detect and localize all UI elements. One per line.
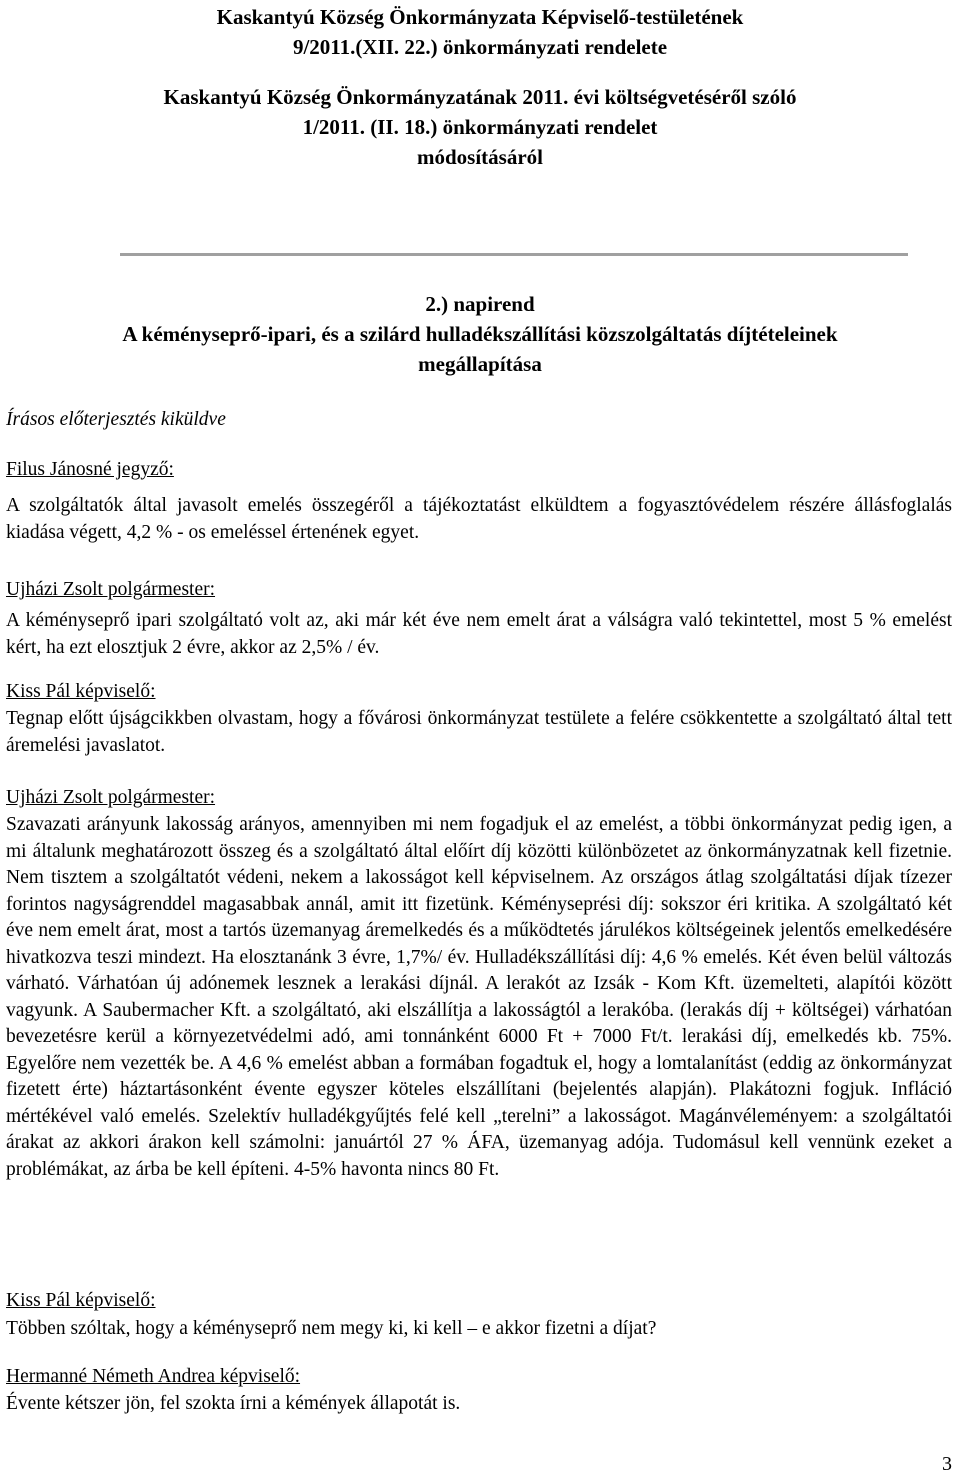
title-line-4: 1/2011. (II. 18.) önkormányzati rendelet bbox=[302, 115, 658, 139]
submission-note: Írásos előterjesztés kiküldve bbox=[6, 409, 226, 430]
statement-text: Többen szóltak, hogy a kéményseprő nem megy ki, ki kell – e akkor fizetni a díjat? bbox=[6, 1318, 657, 1339]
speaker-label: Ujházi Zsolt polgármester: bbox=[6, 787, 216, 808]
title-line-5: módosításáról bbox=[417, 145, 543, 169]
page-number: 3 bbox=[942, 1453, 952, 1475]
speaker-label: Ujházi Zsolt polgármester: bbox=[6, 579, 216, 600]
statement-text: Szavazati arányunk lakosság arányos, amennyiben mi nem fogadjuk el az emelést, a többi önkormányzat pedig igen, a mi általunk meghatározott összeg és a szolgáltató által előírt díj közötti különbözetet az önkormányzatnak kell fizetnie. Nem tisztem a szolgáltatót védeni, nekem a lakosságot kell képviselnem. Az országos átlag szolgáltatási díjak tízezer forintos nagyságrenddel magasabbak annál, amit itt fizetünk. Kéményseprési díj: sokszor éri kritika. A szolgáltató két éve nem emelt árat, most a tartós üzemanyag áremelkedés és a működtetés járulékos költségeinek jelentős emelkedésére hivatkozva teszi mindezt. Ha elosztanánk 3 évre, 1,7%/ év. Hulladékszállítási díj: 4,6 % emelés. Két éven belül változás várható. Várhatóan új adónemek lesznek a lerakási díjnál. A lerakót az Izsák - Kom Kft. üzemelteti, alapítói között vagyunk. A Saubermacher Kft. a szolgáltató, aki elszállítja a lakosságtól a lerakóba. (lerakás díj + költségei) várhatóan bevezetésre kerül a környezetvédelmi adó, ami tonnánként 6000 Ft + 7000 Ft/t. lerakási díj, emelkedés kb. 75%. Egyelőre nem vezették be. A 4,6 % emelést abban a formában fogadtuk el, hogy a lomtalanítást (eddig az önkormányzat fizetett érte) háztartásonként évente egyszer köteles elszállítani (bejelentés alapján). Plakátozni fogjuk. Infláció mértékével való emelés. Szelektív hulladékgyűjtés felé kell „terelni” a lakosságot. Magánvéleményem: a szolgáltatói árakat az akkori árakon kell számolni: januártól 27 % ÁFA, üzemanyag adója. Tudomásul kell vennünk ezeket a problémákat, az árba be kell építeni. 4-5% havonta nincs 80 Ft. bbox=[6, 814, 952, 1180]
title-gap bbox=[0, 62, 960, 82]
title-line-2: 9/2011.(XII. 22.) önkormányzati rendelete bbox=[292, 35, 668, 59]
title-line-1: Kaskantyú Község Önkormányzata Képviselő-testületének bbox=[216, 5, 744, 29]
statement-text: A kéményseprő ipari szolgáltató volt az, aki már két éve nem emelt árat a válságra való tekintettel, most 5 % emelést kért, ha ezt elosztjuk 2 évre, akkor az 2,5% / év. bbox=[6, 610, 952, 658]
agenda-title-line-2: megállapítása bbox=[418, 352, 542, 376]
speaker-label: Kiss Pál képviselő: bbox=[6, 1290, 156, 1311]
horizontal-divider bbox=[120, 253, 908, 256]
title-line-3: Kaskantyú Község Önkormányzatának 2011. évi költségvetéséről szóló bbox=[163, 85, 797, 109]
speaker-label: Hermanné Németh Andrea képviselő: bbox=[6, 1366, 301, 1387]
speaker-label: Filus Jánosné jegyző: bbox=[6, 459, 174, 480]
agenda-title-line-1: A kéményseprő-ipari, és a szilárd hulladékszállítási közszolgáltatás díjtételeinek bbox=[122, 322, 838, 346]
document-title bbox=[0, 2, 960, 172]
statement-text: Tegnap előtt újságcikkben olvastam, hogy a fővárosi önkormányzat testülete a felére csökkentette a szolgáltató által tett áremelési javaslatot. bbox=[6, 708, 952, 756]
speaker-label: Kiss Pál képviselő: bbox=[6, 681, 156, 702]
statement-text: Évente kétszer jön, fel szokta írni a kémények állapotát is. bbox=[6, 1393, 461, 1414]
agenda-number: 2.) napirend bbox=[425, 292, 535, 316]
agenda-heading bbox=[0, 289, 960, 379]
statement-text: A szolgáltatók által javasolt emelés összegéről a tájékoztatást elküldtem a fogyasztóvédelem részére állásfoglalás kiadása végett, 4,2 % - os emeléssel értenének egyet. bbox=[6, 495, 952, 543]
